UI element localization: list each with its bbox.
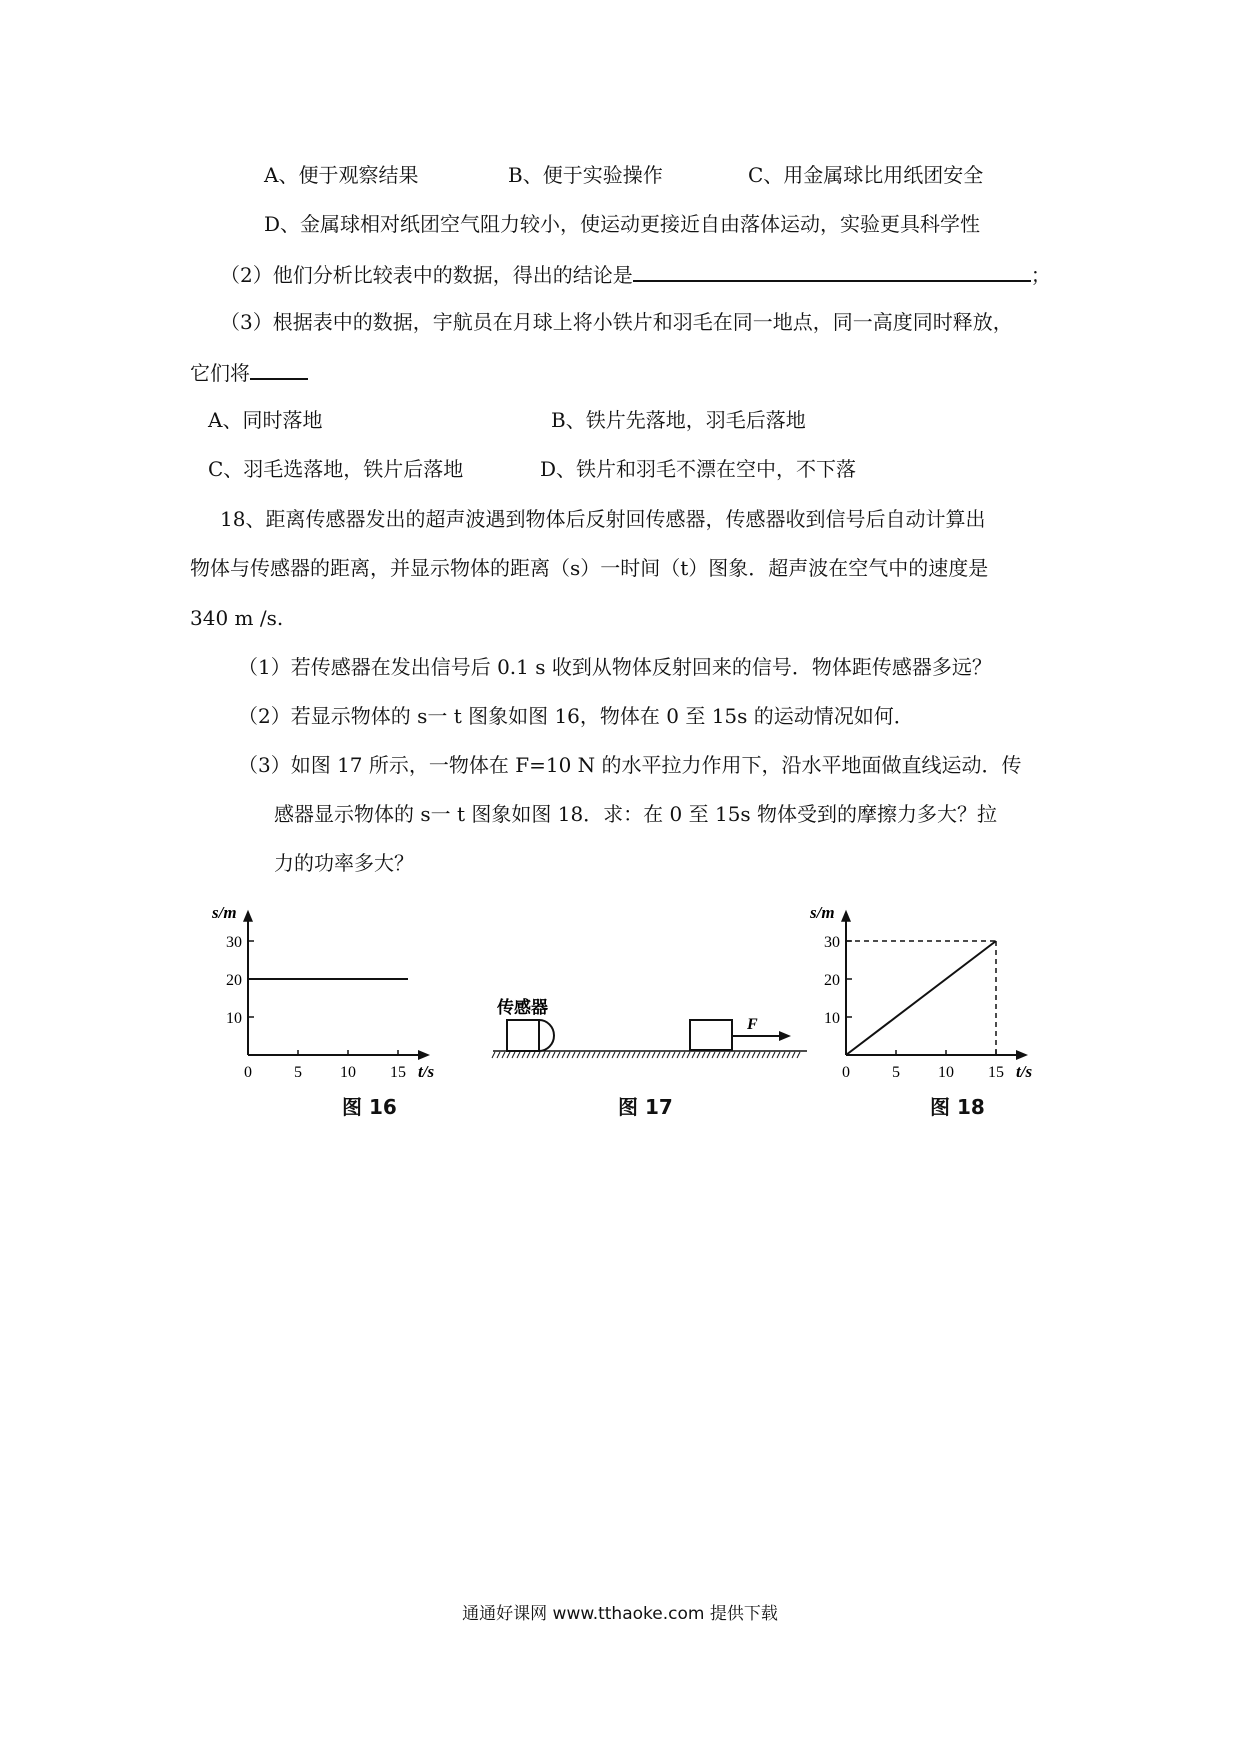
x-tick-label: 15 xyxy=(988,1064,1004,1081)
hatch-mark xyxy=(757,1052,760,1058)
part-3-option-d: D、铁片和羽毛不漂在空中，不下落 xyxy=(540,457,857,481)
hatch-mark xyxy=(672,1052,675,1058)
answer-blank xyxy=(633,260,1031,282)
hatch-mark xyxy=(557,1052,560,1058)
x-axis-label: t/s xyxy=(418,1062,435,1081)
hatch-mark xyxy=(632,1052,635,1058)
hatch-mark xyxy=(777,1052,780,1058)
hatch-mark xyxy=(567,1052,570,1058)
hatch-mark xyxy=(682,1052,685,1058)
page-footer: 通通好课网 www.tthaoke.com 提供下载 xyxy=(462,1604,778,1624)
ground-hatching xyxy=(492,1052,800,1058)
x-tick-label: 5 xyxy=(892,1064,900,1081)
option-d: D、金属球相对纸团空气阻力较小，使运动更接近自由落体运动，实验更具科学性 xyxy=(264,212,981,236)
part-3-option-a: A、同时落地 xyxy=(208,408,323,432)
hatch-mark xyxy=(507,1052,510,1058)
x-axis-arrow xyxy=(1016,1050,1028,1060)
question-17-part-2 xyxy=(220,260,1051,288)
x-tick-label: 5 xyxy=(294,1064,302,1081)
hatch-mark xyxy=(657,1052,660,1058)
hatch-mark xyxy=(692,1052,695,1058)
hatch-mark xyxy=(597,1052,600,1058)
hatch-mark xyxy=(662,1052,665,1058)
hatch-mark xyxy=(652,1052,655,1058)
hatch-mark xyxy=(592,1052,595,1058)
option-b: B、便于实验操作 xyxy=(508,163,663,187)
hatch-mark xyxy=(642,1052,645,1058)
hatch-mark xyxy=(502,1052,505,1058)
figure-17 xyxy=(485,985,815,1069)
figure-18 xyxy=(808,895,1068,1099)
hatch-mark xyxy=(702,1052,705,1058)
hatch-mark xyxy=(622,1052,625,1058)
hatch-mark xyxy=(772,1052,775,1058)
hatch-mark xyxy=(792,1052,795,1058)
hatch-mark xyxy=(707,1052,710,1058)
hatch-mark xyxy=(497,1052,500,1058)
y-tick-label: 30 xyxy=(824,934,840,951)
y-axis-label: s/m xyxy=(212,902,237,922)
part-3-option-c: C、羽毛选落地，铁片后落地 xyxy=(208,457,464,481)
question-18-line-1: 18、距离传感器发出的超声波遇到物体后反射回传感器，传感器收到信号后自动计算出 xyxy=(220,507,986,531)
part-3-option-b: B、铁片先落地，羽毛后落地 xyxy=(551,408,806,432)
y-tick-label: 30 xyxy=(226,934,242,951)
x-tick-label: 0 xyxy=(842,1064,850,1081)
question-18-sub-3-line-2: 感器显示物体的 s一 t 图象如图 18．求：在 0 至 15s 物体受到的摩擦力多大？拉 xyxy=(274,802,998,826)
hatch-mark xyxy=(587,1052,590,1058)
x-axis-label: t/s xyxy=(1016,1062,1033,1081)
hatch-mark xyxy=(747,1052,750,1058)
hatch-mark xyxy=(712,1052,715,1058)
figure-17-caption: 图 17 xyxy=(618,1095,673,1119)
hatch-mark xyxy=(582,1052,585,1058)
question-18-sub-2: （2）若显示物体的 s一 t 图象如图 16，物体在 0 至 15s 的运动情况如何． xyxy=(238,704,914,728)
question-18-sub-3-line-1: （3）如图 17 所示，一物体在 F=10 N 的水平拉力作用下，沿水平地面做直线运动．传 xyxy=(238,753,1022,777)
figure-17-diagram xyxy=(485,985,815,1065)
y-axis-arrow xyxy=(243,910,253,922)
force-label: F xyxy=(747,1016,758,1033)
hatch-mark xyxy=(687,1052,690,1058)
x-tick-label: 0 xyxy=(244,1064,252,1081)
question-18-line-3: 340 m /s. xyxy=(190,606,284,630)
hatch-mark xyxy=(797,1052,800,1058)
y-tick-label: 10 xyxy=(226,1010,242,1027)
question-18-line-2: 物体与传感器的距离，并显示物体的距离（s）一时间（t）图象．超声波在空气中的速度是 xyxy=(190,556,989,580)
y-axis-label: s/m xyxy=(810,902,835,922)
figure-18-chart xyxy=(808,895,1068,1095)
x-tick-label: 10 xyxy=(340,1064,356,1081)
figure-18-caption: 图 18 xyxy=(930,1095,985,1119)
hatch-mark xyxy=(517,1052,520,1058)
hatch-mark xyxy=(512,1052,515,1058)
force-arrow-head xyxy=(779,1031,791,1041)
hatch-mark xyxy=(602,1052,605,1058)
hatch-mark xyxy=(612,1052,615,1058)
hatch-mark xyxy=(607,1052,610,1058)
figure-16 xyxy=(210,895,470,1099)
x-axis-arrow xyxy=(418,1050,430,1060)
question-17-part-3-line-2 xyxy=(190,358,308,386)
y-tick-label: 20 xyxy=(824,972,840,989)
hatch-mark xyxy=(572,1052,575,1058)
sensor-emitter xyxy=(539,1020,554,1051)
hatch-mark xyxy=(737,1052,740,1058)
hatch-mark xyxy=(727,1052,730,1058)
x-tick-label: 15 xyxy=(390,1064,406,1081)
hatch-mark xyxy=(717,1052,720,1058)
hatch-mark xyxy=(697,1052,700,1058)
figure-16-chart xyxy=(210,895,470,1095)
hatch-mark xyxy=(552,1052,555,1058)
option-c: C、用金属球比用纸团安全 xyxy=(748,163,984,187)
hatch-mark xyxy=(752,1052,755,1058)
hatch-mark xyxy=(547,1052,550,1058)
hatch-mark xyxy=(537,1052,540,1058)
object-block xyxy=(690,1020,732,1050)
hatch-mark xyxy=(492,1052,495,1058)
question-17-part-3-line-1: （3）根据表中的数据，宇航员在月球上将小铁片和羽毛在同一地点，同一高度同时释放， xyxy=(220,310,1013,334)
y-tick-label: 20 xyxy=(226,972,242,989)
hatch-mark xyxy=(677,1052,680,1058)
y-tick-label: 10 xyxy=(824,1010,840,1027)
hatch-mark xyxy=(767,1052,770,1058)
question-18-sub-3-line-3: 力的功率多大？ xyxy=(274,851,414,875)
hatch-mark xyxy=(667,1052,670,1058)
part-2-text: （2）他们分析比较表中的数据，得出的结论是 xyxy=(220,263,633,287)
hatch-mark xyxy=(532,1052,535,1058)
hatch-mark xyxy=(577,1052,580,1058)
hatch-mark xyxy=(542,1052,545,1058)
hatch-mark xyxy=(787,1052,790,1058)
sensor-body xyxy=(507,1020,539,1051)
sensor-label: 传感器 xyxy=(497,998,548,1017)
answer-blank-short xyxy=(250,358,308,380)
hatch-mark xyxy=(647,1052,650,1058)
part-2-end: ； xyxy=(1030,263,1051,287)
hatch-mark xyxy=(782,1052,785,1058)
hatch-mark xyxy=(732,1052,735,1058)
hatch-mark xyxy=(742,1052,745,1058)
option-a: A、便于观察结果 xyxy=(264,163,419,187)
y-axis-arrow xyxy=(841,910,851,922)
series-line-0 xyxy=(846,941,996,1055)
hatch-mark xyxy=(527,1052,530,1058)
hatch-mark xyxy=(762,1052,765,1058)
hatch-mark xyxy=(722,1052,725,1058)
question-18-sub-1: （1）若传感器在发出信号后 0.1 s 收到从物体反射回来的信号．物体距传感器多远？ xyxy=(238,655,992,679)
figure-16-caption: 图 16 xyxy=(342,1095,397,1119)
hatch-mark xyxy=(522,1052,525,1058)
x-tick-label: 10 xyxy=(938,1064,954,1081)
hatch-mark xyxy=(627,1052,630,1058)
hatch-mark xyxy=(637,1052,640,1058)
part-3-text: 它们将 xyxy=(190,361,250,385)
hatch-mark xyxy=(617,1052,620,1058)
hatch-mark xyxy=(562,1052,565,1058)
